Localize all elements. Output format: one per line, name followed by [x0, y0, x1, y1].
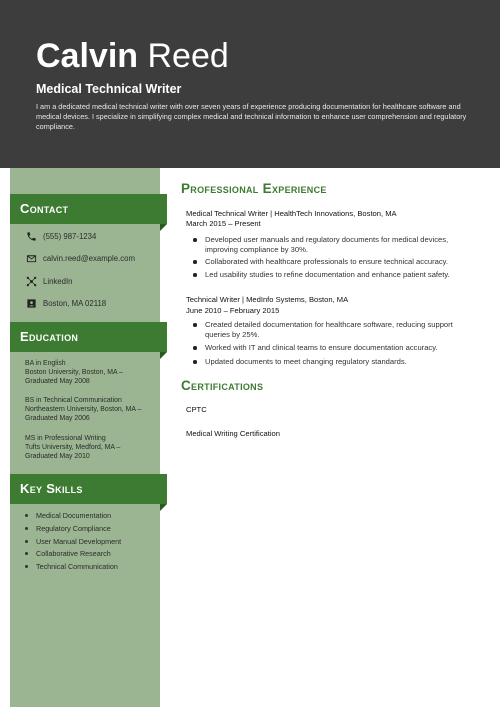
- job-bullet: Updated documents to meet changing regulatory standards.: [193, 357, 478, 367]
- education-item: [25, 434, 155, 461]
- skill-item: [25, 524, 111, 533]
- skill-item: [25, 537, 121, 546]
- header: [0, 0, 500, 168]
- job-title-line: Medical Technical Writer | HealthTech Innovations, Boston, MA: [186, 209, 397, 218]
- summary: I am a dedicated medical technical writer with over seven years of experience producing documentation for healthcare software and medical devices. I specialize in simplifying complex medical and technical information to enhance user comprehension and regulatory compliance.: [36, 102, 467, 131]
- skill-text: Technical Communication: [36, 562, 118, 571]
- ribbon-fold: [160, 352, 167, 359]
- education-school: Tufts University, Medford, MA –: [25, 444, 121, 451]
- location-icon: [25, 297, 37, 309]
- ribbon-fold: [160, 504, 167, 511]
- job-bullet: Worked with IT and clinical teams to ensure documentation accuracy.: [193, 343, 478, 353]
- first-name: Calvin: [36, 37, 139, 75]
- education-degree: BS in Technical Communication: [25, 397, 122, 404]
- skill-text: Medical Documentation: [36, 511, 112, 520]
- education-degree: MS in Professional Writing: [25, 435, 106, 442]
- skill-text: User Manual Development: [36, 537, 122, 546]
- education-heading-label: Education: [20, 329, 79, 344]
- candidate-name: [36, 36, 229, 76]
- education-school: Northeastern University, Boston, MA –: [25, 406, 142, 413]
- contact-linkedin[interactable]: [25, 275, 72, 287]
- skill-item: [25, 549, 111, 558]
- skills-heading: [10, 474, 167, 504]
- education-heading: [10, 322, 167, 352]
- contact-phone: [25, 230, 96, 242]
- education-school: Boston University, Boston, MA –: [25, 369, 123, 376]
- certification-item: Medical Writing Certification: [186, 429, 280, 438]
- skill-text: Collaborative Research: [36, 549, 111, 558]
- job-bullet: Collaborated with healthcare professionals to ensure technical accuracy.: [193, 257, 478, 267]
- experience-heading: Professional Experience: [181, 181, 327, 196]
- job-bullet: Created detailed documentation for healthcare software, reducing support queries by 25%.: [193, 320, 478, 339]
- contact-heading: [10, 194, 167, 224]
- job-bullet: Led usability studies to refine documentation and enhance patient safety.: [193, 270, 478, 280]
- location-text: Boston, MA 02118: [43, 298, 107, 308]
- phone-icon: [25, 230, 37, 242]
- bullet-icon: [25, 527, 28, 530]
- education-degree: BA in English: [25, 360, 66, 367]
- skill-text: Regulatory Compliance: [36, 524, 111, 533]
- email-icon: [25, 252, 37, 264]
- certification-item: CPTC: [186, 405, 207, 414]
- contact-heading-label: Contact: [20, 201, 69, 216]
- contact-email[interactable]: [25, 252, 135, 264]
- education-item: [25, 359, 155, 386]
- last-name: Reed: [147, 37, 229, 75]
- bullet-icon: [25, 514, 28, 517]
- linkedin-icon: [25, 275, 37, 287]
- education-date: Graduated May 2008: [25, 378, 90, 385]
- bullet-icon: [25, 565, 28, 568]
- skills-heading-label: Key Skills: [20, 481, 83, 496]
- education-date: Graduated May 2010: [25, 453, 90, 460]
- job-bullet: Developed user manuals and regulatory documents for medical devices, improving compliance by 30%.: [193, 235, 478, 254]
- job-dates: March 2015 – Present: [186, 219, 261, 228]
- ribbon-fold: [160, 224, 167, 231]
- phone-text: (555) 987-1234: [43, 231, 97, 241]
- certifications-heading: Certifications: [181, 378, 264, 393]
- job-dates: June 2010 – February 2015: [186, 306, 280, 315]
- linkedin-text[interactable]: LinkedIn: [43, 276, 73, 286]
- education-item: [25, 396, 155, 423]
- email-text[interactable]: calvin.reed@example.com: [43, 253, 135, 263]
- job-title-line: Technical Writer | MedInfo Systems, Boston, MA: [186, 295, 349, 304]
- contact-location: [25, 297, 106, 309]
- skill-item: [25, 562, 118, 571]
- education-date: Graduated May 2006: [25, 415, 90, 422]
- skill-item: [25, 511, 111, 520]
- job-title: Medical Technical Writer: [36, 82, 182, 96]
- bullet-icon: [25, 552, 28, 555]
- bullet-icon: [25, 540, 28, 543]
